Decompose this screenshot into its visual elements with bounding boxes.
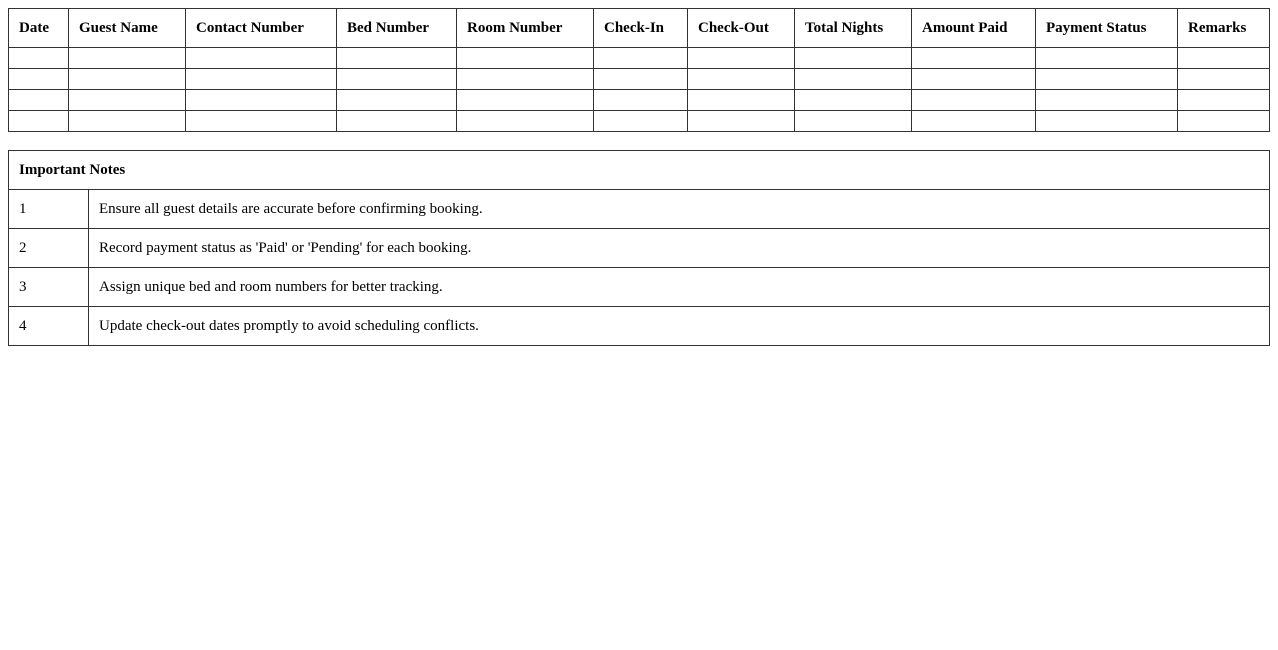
- table-row: [9, 111, 1270, 132]
- column-header-remarks: Remarks: [1178, 9, 1270, 48]
- table-cell[interactable]: [688, 90, 795, 111]
- table-cell[interactable]: [9, 69, 69, 90]
- table-cell[interactable]: [337, 48, 457, 69]
- note-text: Assign unique bed and room numbers for better tracking.: [89, 268, 1270, 307]
- table-cell[interactable]: [9, 111, 69, 132]
- table-cell[interactable]: [688, 69, 795, 90]
- column-header-check-out: Check-Out: [688, 9, 795, 48]
- notes-title: Important Notes: [9, 151, 1270, 190]
- table-cell[interactable]: [69, 90, 186, 111]
- column-header-contact-number: Contact Number: [186, 9, 337, 48]
- note-number: 4: [9, 307, 89, 346]
- table-cell[interactable]: [1036, 111, 1178, 132]
- column-header-room-number: Room Number: [457, 9, 594, 48]
- note-row: [9, 307, 1270, 346]
- column-header-payment-status: Payment Status: [1036, 9, 1178, 48]
- table-cell[interactable]: [912, 48, 1036, 69]
- table-cell[interactable]: [337, 69, 457, 90]
- notes-title-row: [9, 151, 1270, 190]
- table-cell[interactable]: [9, 90, 69, 111]
- table-cell[interactable]: [594, 111, 688, 132]
- table-cell[interactable]: [594, 90, 688, 111]
- table-row: [9, 90, 1270, 111]
- table-cell[interactable]: [69, 69, 186, 90]
- note-number: 3: [9, 268, 89, 307]
- table-cell[interactable]: [1036, 69, 1178, 90]
- note-row: [9, 229, 1270, 268]
- column-header-bed-number: Bed Number: [337, 9, 457, 48]
- table-cell[interactable]: [1178, 111, 1270, 132]
- table-cell[interactable]: [1036, 48, 1178, 69]
- column-header-total-nights: Total Nights: [795, 9, 912, 48]
- note-text: Ensure all guest details are accurate before confirming booking.: [89, 190, 1270, 229]
- table-cell[interactable]: [795, 69, 912, 90]
- table-cell[interactable]: [912, 90, 1036, 111]
- table-cell[interactable]: [69, 111, 186, 132]
- table-cell[interactable]: [1178, 48, 1270, 69]
- table-cell[interactable]: [337, 90, 457, 111]
- table-cell[interactable]: [912, 111, 1036, 132]
- table-cell[interactable]: [9, 48, 69, 69]
- table-row: [9, 48, 1270, 69]
- note-row: [9, 190, 1270, 229]
- table-cell[interactable]: [688, 111, 795, 132]
- table-cell[interactable]: [1036, 90, 1178, 111]
- table-cell[interactable]: [457, 111, 594, 132]
- table-header-row: [9, 9, 1270, 48]
- table-row: [9, 69, 1270, 90]
- note-number: 1: [9, 190, 89, 229]
- note-number: 2: [9, 229, 89, 268]
- note-text: Update check-out dates promptly to avoid scheduling conflicts.: [89, 307, 1270, 346]
- table-cell[interactable]: [594, 69, 688, 90]
- table-cell[interactable]: [688, 48, 795, 69]
- important-notes-table: [8, 150, 1270, 346]
- table-cell[interactable]: [186, 48, 337, 69]
- table-cell[interactable]: [795, 90, 912, 111]
- table-cell[interactable]: [1178, 69, 1270, 90]
- table-cell[interactable]: [457, 69, 594, 90]
- column-header-date: Date: [9, 9, 69, 48]
- note-text: Record payment status as 'Paid' or 'Pending' for each booking.: [89, 229, 1270, 268]
- note-row: [9, 268, 1270, 307]
- column-header-amount-paid: Amount Paid: [912, 9, 1036, 48]
- table-cell[interactable]: [186, 90, 337, 111]
- booking-table: [8, 8, 1270, 132]
- table-cell[interactable]: [1178, 90, 1270, 111]
- column-header-check-in: Check-In: [594, 9, 688, 48]
- table-cell[interactable]: [186, 111, 337, 132]
- column-header-guest-name: Guest Name: [69, 9, 186, 48]
- table-cell[interactable]: [457, 90, 594, 111]
- table-cell[interactable]: [594, 48, 688, 69]
- table-cell[interactable]: [337, 111, 457, 132]
- table-cell[interactable]: [186, 69, 337, 90]
- table-cell[interactable]: [912, 69, 1036, 90]
- table-cell[interactable]: [795, 111, 912, 132]
- table-cell[interactable]: [795, 48, 912, 69]
- table-cell[interactable]: [69, 48, 186, 69]
- table-cell[interactable]: [457, 48, 594, 69]
